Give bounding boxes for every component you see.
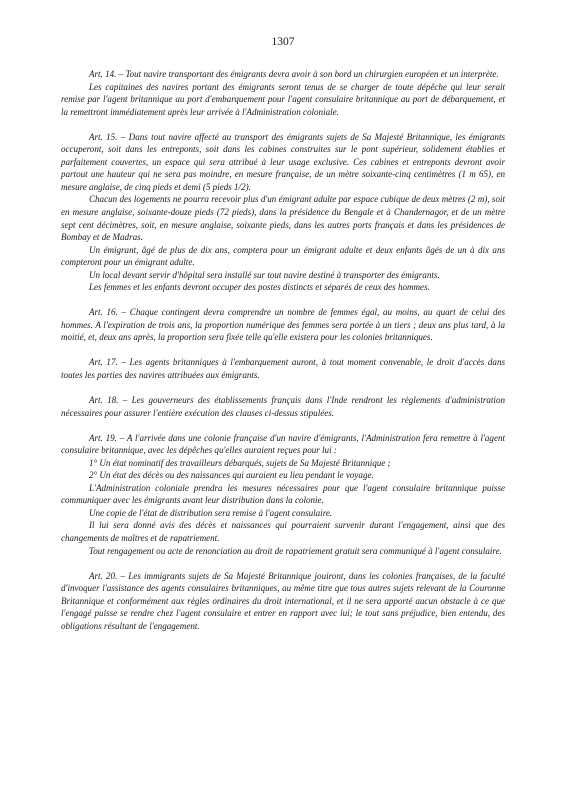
article-14	[61, 68, 505, 118]
paragraph: Tout rengagement ou acte de renonciation au droit de rapatriement gratuit sera communiqué à l'agent consulaire.	[89, 545, 502, 556]
paragraph: Art. 15. – Dans tout navire affecté au transport des émigrants sujets de Sa Majesté Britannique, les émigrants occuperont, soit dans les entreponts, soit dans les cabines construites sur le pont supérieur, solidement établies et parfaitement couvertes, un espace qui sera attribué à leur usage exclusive. Ces cabines et entreponts devront avoir partout une hauteur qui ne sera pas moindre, en mesure française, de un mètre soixante-cinq centimètres (1 m 65), en mesure anglaise, de cinq pieds et demi (5 pieds 1/2).	[61, 131, 505, 192]
paragraph: Une copie de l'état de distribution sera remise à l'agent consulaire.	[89, 507, 333, 518]
paragraph: 1° Un état nominatif des travailleurs débarqués, sujets de Sa Majesté Britannique ;	[89, 457, 391, 468]
article-16	[61, 306, 505, 344]
article-15	[61, 131, 505, 294]
paragraph: Art. 18. – Les gouverneurs des établissements français dans l'Inde rendront les règlements d'administration nécessaires pour assurer l'entière exécution des clauses ci-dessus stipulées.	[61, 395, 505, 418]
article-17	[61, 356, 505, 381]
paragraph: Il lui sera donné avis des décès et naissances qui pourraient survenir durant l'engagement, ainsi que des changements de maîtres et de rapatriement.	[61, 520, 505, 543]
paragraph: Chacun des logements ne pourra recevoir plus d'un émigrant adulte par espace cubique de deux mètres (2 m), soit en mesure anglaise, soixante-douze pieds (72 pieds), dans la présidence du Bengale et à Chandernagor, et de un mètre sept cent décimètres, soit, en mesure anglaise, soixante pieds, dans les autres ports français et dans les présidences de Bombay et de Madras.	[61, 194, 505, 243]
document-body	[61, 68, 505, 632]
paragraph: 2° Un état des décès ou des naissances qui auraient eu lieu pendant le voyage.	[89, 470, 374, 481]
paragraph: Art. 17. – Les agents britanniques à l'embarquement auront, à tout moment convenable, le droit d'accès dans toutes les parties des navires attribuées aux émigrants.	[61, 357, 505, 380]
paragraph: Les capitaines des navires portant des émigrants seront tenus de se charger de toute dépêche qui leur serait remise par l'agent britannique au port d'embarquement pour l'agent consulaire britannique au port de débarquement, et la remettront immédiatement après leur arrivée à l'Administration coloniale.	[61, 81, 505, 117]
article-19	[61, 432, 505, 557]
paragraph: Les femmes et les enfants devront occuper des postes distincts et séparés de ceux des hommes.	[89, 282, 430, 293]
article-18	[61, 394, 505, 419]
paragraph: Art. 16. – Chaque contingent devra comprendre un nombre de femmes égal, au moins, au quart de celui des hommes. A l'expiration de trois ans, la proportion numérique des femmes sera portée à un tiers ; deux ans plus tard, à la moitié, et, deux ans après, la proportion sera fixée telle qu'elle existera pour les colonies britanniques.	[61, 307, 505, 343]
paragraph: Art. 19. – A l'arrivée dans une colonie française d'un navire d'émigrants, l'Administration fera remettre à l'agent consulaire britannique, avec les dépêches qu'elles auraient reçues pour lui :	[61, 432, 505, 456]
paragraph: Art. 14. – Tout navire transportant des émigrants devra avoir à son bord un chirurgien européen et un interprète.	[89, 69, 499, 79]
paragraph: Un local devant servir d'hôpital sera installé sur tout navire destiné à transporter des émigrants.	[89, 269, 440, 280]
paragraph: L'Administration coloniale prendra les mesures nécessaires pour que l'agent consulaire britannique puisse communiquer avec les émigrants avant leur distribution dans la colonie.	[61, 482, 505, 506]
paragraph: Art. 20. – Les immigrants sujets de Sa Majesté Britannique jouiront, dans les colonies françaises, de la faculté d'invoquer l'assistance des agents consulaires britanniques, au même titre que tous autres sujets relevant de la Couronne Britannique et conformément aux règles ordinaires du droit international, et il ne sera apporté aucun obstacle à ce que l'engagé puisse se rendre chez l'agent consulaire et entrer en rapport avec lui; le tout sans préjudice, bien entendu, des obligations résultant de l'engagement.	[61, 570, 505, 631]
page-number: 1307	[271, 36, 295, 48]
article-20	[61, 570, 505, 633]
paragraph: Un émigrant, âgé de plus de dix ans, comptera pour un émigrant adulte et deux enfants âgés de un à dix ans compteront pour un émigrant adulte.	[61, 244, 505, 268]
